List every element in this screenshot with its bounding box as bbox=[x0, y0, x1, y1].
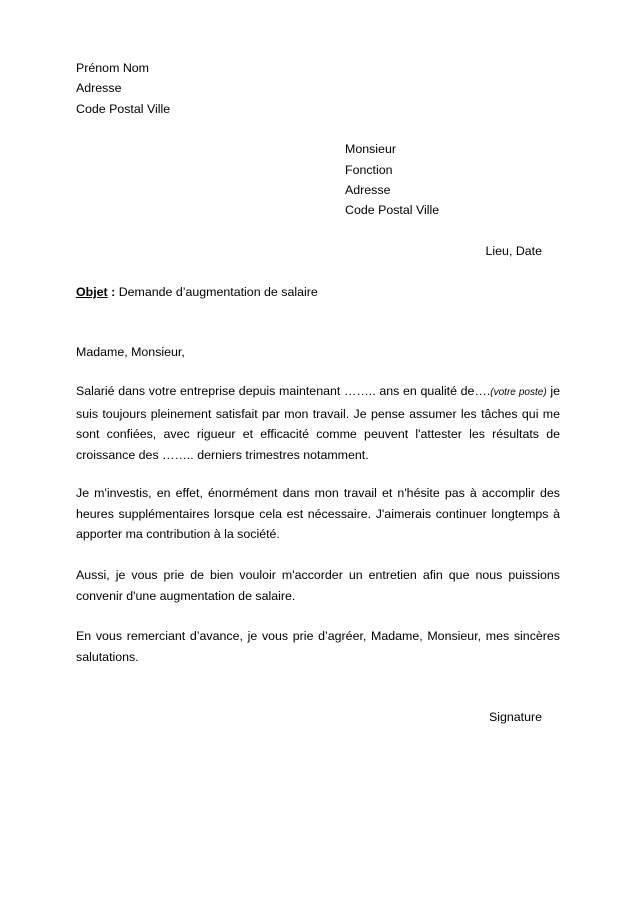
body-paragraph-2: Je m'investis, en effet, énormément dans mon travail et n'hésite pas à accomplir des heures supplémentaires lorsque cela est nécessaire. J'aimerais continuer longtemps à apporter ma contribution à la société. bbox=[76, 486, 560, 541]
sender-name: Prénom Nom bbox=[76, 61, 149, 75]
signature: Signature bbox=[488, 710, 542, 724]
salutation: Madame, Monsieur, bbox=[76, 345, 185, 359]
place-date: Lieu, Date bbox=[485, 244, 542, 258]
subject-label: Objet bbox=[76, 285, 108, 299]
body-paragraph-4: En vous remerciant d’avance, je vous prie d’agréer, Madame, Monsieur, mes sincères salutations. bbox=[76, 629, 560, 664]
recipient-address: Adresse bbox=[345, 183, 391, 197]
recipient-title: Monsieur bbox=[345, 142, 396, 156]
recipient-function: Fonction bbox=[345, 163, 393, 177]
body-paragraph-3: Aussi, je vous prie de bien vouloir m'accorder un entretien afin que nous puissions convenir d'une augmentation de salaire. bbox=[76, 568, 560, 603]
position-note: (votre poste) bbox=[490, 387, 547, 398]
body-paragraph-1 bbox=[76, 381, 560, 465]
sender-address: Adresse bbox=[76, 81, 122, 95]
subject-text: Demande d’augmentation de salaire bbox=[115, 285, 318, 299]
paragraph-1-end: je suis toujours pleinement satisfait par mon travail. Je pense assumer les tâches qui me sont confiées, avec rigueur et efficacité comme peuvent l'attester les résultats de croissance des …….. derniers trimestres notamment. bbox=[76, 384, 560, 462]
subject-line bbox=[76, 285, 318, 300]
subject-colon: : bbox=[107, 285, 116, 299]
sender-city: Code Postal Ville bbox=[76, 102, 171, 116]
paragraph-1-start: Salarié dans votre entreprise depuis maintenant …….. ans en qualité de…. bbox=[76, 384, 491, 398]
recipient-city: Code Postal Ville bbox=[345, 203, 440, 217]
